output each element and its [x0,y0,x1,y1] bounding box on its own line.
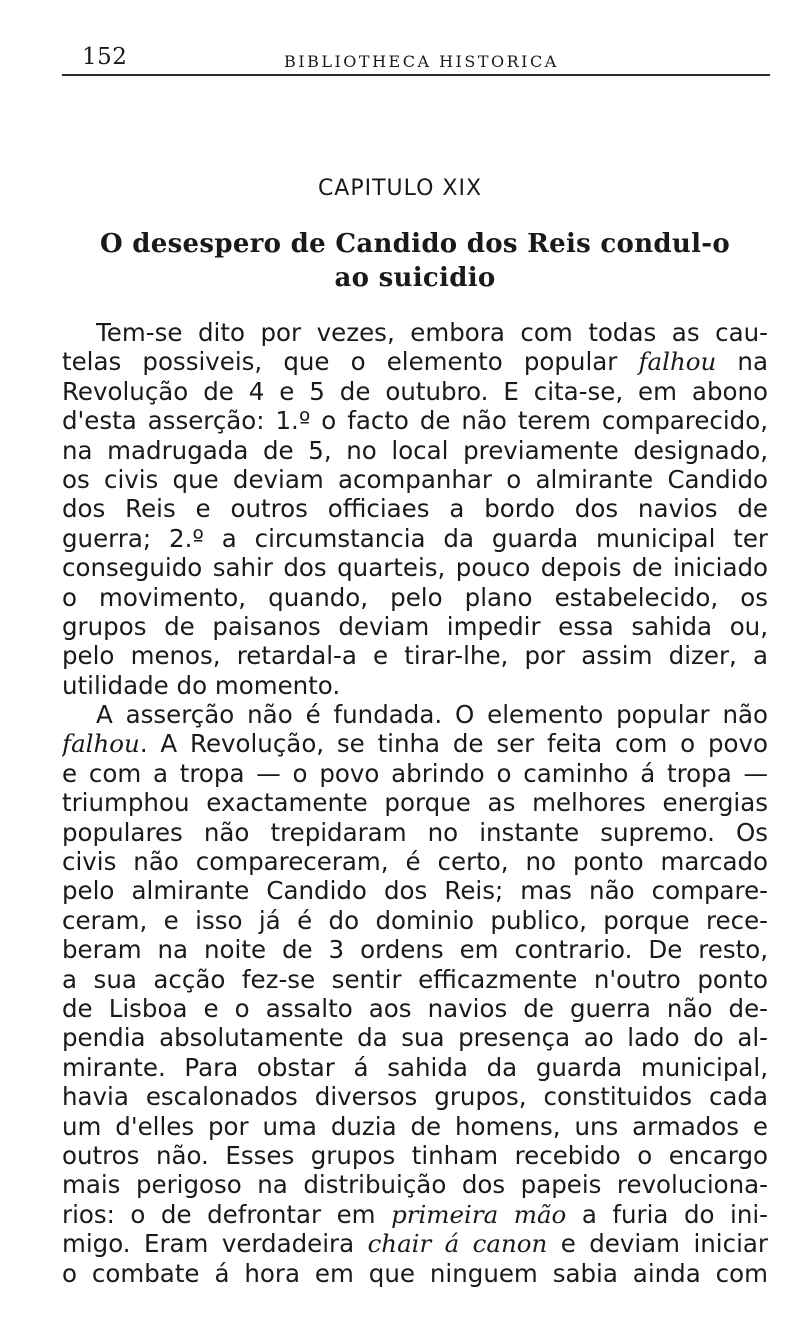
text-line: populares não trepidaram no instante supremo. Os [62,817,768,847]
text-line: mais perigoso na distribuição dos papeis revoluciona- [62,1170,768,1200]
italic-phrase: primeira mão [391,1199,567,1229]
text-line: o combate á hora em que ninguem sabia ainda com [62,1258,768,1288]
text-line: beram na noite de 3 ordens em contrario. De resto, [62,935,768,965]
page-header [62,42,770,76]
text-line: dos Reis e outros officiaes a bordo dos navios de [62,494,768,524]
chapter-label: CAPITULO XIX [317,176,483,201]
chapter-title-line-1: O desespero de Candido dos Reis condul-o [100,229,730,259]
text-line: Tem-se dito por vezes, embora com todas as cau- [96,318,768,347]
italic-word: falhou [638,347,717,377]
text-line: pelo almirante Candido dos Reis; mas não compare- [62,876,768,906]
text-line: rios: o de defrontar em primeira mão a furia do ini- [62,1199,768,1229]
text-line: telas possiveis, que o elemento popular falhou na [62,347,768,377]
text-line: triumphou exactamente porque as melhores energias [62,788,768,818]
text-line: um d'elles por uma duzia de homens, uns armados e [62,1111,768,1141]
text-line: conseguido sahir dos quarteis, pouco depois de iniciado [62,553,768,583]
text-line: utilidade do momento. [62,670,341,700]
text-line: mirante. Para obstar á sahida da guarda municipal, [62,1052,768,1082]
text-line: Revolução de 4 e 5 de outubro. E cita-se, em abono [62,376,768,406]
text-line: grupos de paisanos deviam impedir essa sahida ou, [62,611,768,641]
running-title: BIBLIOTHECA HISTORICA [284,52,559,71]
body-text [62,318,768,1288]
text-line: A asserção não é fundada. O elemento popular não [96,700,768,730]
text-line: civis não compareceram, é certo, no ponto marcado [62,847,768,877]
text-line: falhou. A Revolução, se tinha de ser feita com o povo [62,729,768,759]
italic-phrase: chair á canon [367,1229,548,1259]
text-line: a sua acção fez-se sentir efficazmente n'outro ponto [62,964,768,994]
header-rule [62,74,770,76]
text-line: havia escalonados diversos grupos, constituidos cada [62,1082,768,1112]
text-line: e com a tropa — o povo abrindo o caminho á tropa — [62,758,768,788]
text-line: os civis que deviam acompanhar o almirante Candido [62,464,768,494]
text-line: de Lisboa e o assalto aos navios de guerra não de- [62,993,768,1023]
italic-word: falhou [62,729,140,759]
text-line: migo. Eram verdadeira chair á canon e deviam iniciar [62,1229,768,1259]
text-line: outros não. Esses grupos tinham recebido o encargo [62,1140,768,1170]
text-line: ceram, e isso já é do dominio publico, porque rece- [62,905,768,935]
text-line: d'esta asserção: 1.º o facto de não terem comparecido, [62,406,768,436]
text-line: guerra; 2.º a circumstancia da guarda municipal ter [62,523,768,553]
chapter-title-line-2: ao suicidio [334,263,496,293]
text-line: pendia absolutamente da sua presença ao lado do al- [62,1023,768,1053]
text-line: na madrugada de 5, no local previamente designado, [62,435,768,465]
text-line: pelo menos, retardal-a e tirar-lhe, por assim dizer, a [62,641,768,671]
text-line: o movimento, quando, pelo plano estabelecido, os [62,582,768,612]
page-number: 152 [82,44,128,70]
chapter-title [60,227,770,295]
